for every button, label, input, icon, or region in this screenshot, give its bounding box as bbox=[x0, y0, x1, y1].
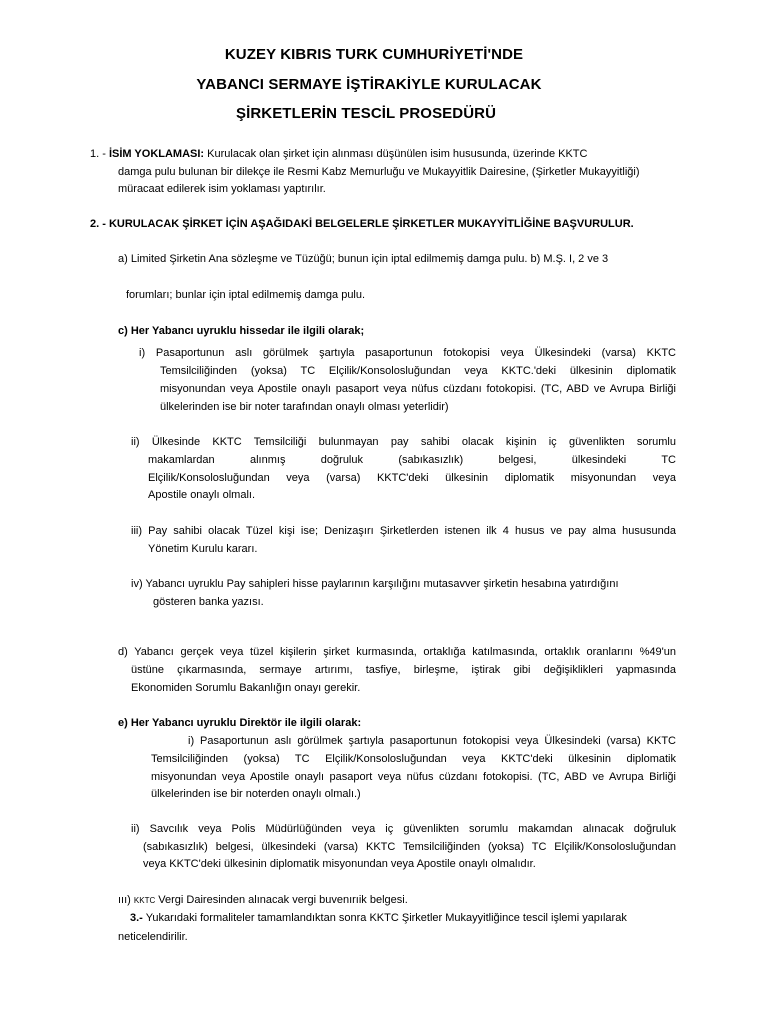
section-3-text: Yukarıdaki formaliteler tamamlandıktan sonra KKTC Şirketler Mukayyitliğince tescil işlemi yapılarak bbox=[142, 912, 627, 924]
item-c-ii-line-4: Apostile onaylı olmalı. bbox=[148, 489, 255, 501]
item-c-ii-line-3: Elçilik/Konsolosluğundan veya (varsa) KKTC'deki ülkesinin diplomatik misyonundan veya bbox=[148, 472, 676, 484]
item-d-line-3: Ekonomiden Sorumlu Bakanlığın onayı gerekir. bbox=[131, 682, 361, 694]
section-1-line-3: müracaat edilerek isim yoklaması yaptırılır. bbox=[118, 183, 326, 195]
item-e-i-line-3: misyonundan veya Apostile onaylı pasaport veya nüfus cüzdanı fotokopisi. (TC, ABD ve Avrupa Birliği bbox=[151, 771, 676, 783]
section-3-line-1 bbox=[130, 911, 627, 925]
title-line-2: YABANCI SERMAYE İŞTİRAKİYLE KURULACAK bbox=[196, 76, 542, 93]
section-1-line-1 bbox=[90, 147, 587, 161]
section-3-number: 3.- bbox=[130, 912, 143, 924]
item-e-ii-line-1: ii) Savcılık veya Polis Müdürlüğünden veya iç güvenlikten sorumlu makamdan alınacak doğruluk bbox=[131, 823, 676, 835]
item-c-heading: c) Her Yabancı uyruklu hissedar ile ilgili olarak; bbox=[118, 325, 365, 337]
item-e-iii-number: ııı) bbox=[118, 894, 134, 906]
item-c-ii-line-2: makamlardan alınmış doğruluk (sabıkasızlık) belgesi, ülkesindeki TC bbox=[148, 454, 676, 466]
item-e-iii-text: Vergi Dairesinden alınacak vergi buvenırıik belgesi. bbox=[155, 894, 408, 906]
item-c-i-line-1: i) Pasaportunun aslı görülmek şartıyla pasaportunun fotokopisi veya Ülkesindeki (varsa) KKTC bbox=[139, 347, 676, 359]
section-1-line-2: damga pulu bulunan bir dilekçe ile Resmi Kabz Memurluğu ve Mukayyitlik Dairesine, (Şirketler Mukayyitliği) bbox=[118, 166, 640, 178]
title-line-3: ŞİRKETLERİN TESCİL PROSEDÜRÜ bbox=[235, 105, 497, 122]
item-e-iii-line bbox=[118, 893, 408, 908]
section-1-number: 1. - bbox=[90, 148, 109, 160]
item-a-line-2: forumları; bunlar için iptal edilmemiş damga pulu. bbox=[126, 289, 366, 301]
item-d-line-1: d) Yabancı gerçek veya tüzel kişilerin şirket kurmasında, ortaklığa katılmasında, ortaklık oranlarını %49'un bbox=[118, 646, 676, 658]
item-c-iv-line-2: gösteren banka yazısı. bbox=[153, 596, 264, 608]
item-c-i-line-4: ülkelerinden ise bir noter tarafından onaylı olması yeterlidir) bbox=[160, 401, 449, 413]
section-1-heading: İSİM YOKLAMASI: bbox=[108, 148, 205, 160]
item-e-ii-line-2: (sabıkasızlık) belgesi, ülkesindeki (varsa) KKTC Temsilciliğinden (yoksa) TC Elçilik/Konsolosluğundan bbox=[143, 841, 676, 853]
item-e-i-line-1: i) Pasaportunun aslı görülmek şartıyla pasaportunun fotokopisi veya Ülkesindeki (varsa) KKTC bbox=[188, 735, 676, 747]
item-c-i-line-3: misyonundan veya Apostile onaylı pasaport veya nüfus cüzdanı fotokopisi. (TC, ABD ve Avrupa Birliği bbox=[160, 383, 676, 395]
item-d-line-2: üstüne çıkarmasında, sermaye artırımı, tasfiye, birleşme, iştirak gibi değişiklikleri yapmasında bbox=[131, 664, 676, 676]
item-c-iii-line-1: iii) Pay sahibi olacak Tüzel kişi ise; Denizaşırı Şirketlerden istenen ilk 4 husus ve pay alma hususunda bbox=[131, 525, 676, 537]
section-3-line-2: neticelendirilir. bbox=[118, 931, 188, 943]
section-1-text: Kurulacak olan şirket için alınması düşünülen isim hususunda, üzerinde KKTC bbox=[204, 148, 588, 160]
item-c-i-line-2: Temsilciliğinden (yoksa) TC Elçilik/Konsolosluğundan veya KKTC.'deki ülkesinin diplomatik bbox=[160, 365, 676, 377]
section-2-heading: 2. - KURULACAK ŞİRKET İÇİN AŞAĞIDAKİ BELGELERLE ŞİRKETLER MUKAYYİTLİĞİNE BAŞVURULUR. bbox=[90, 218, 634, 230]
item-e-i-line-2: Temsilciliğinden (yoksa) TC Elçilik/Konsolosluğundan veya KKTC'deki ülkesinin diplomatik bbox=[151, 753, 676, 765]
item-a-line-1: a) Limited Şirketin Ana sözleşme ve Tüzüğü; bunun için iptal edilmemiş damga pulu. b) M.Ş. I, 2 ve 3 bbox=[118, 253, 609, 265]
item-e-ii-line-3: veya KKTC'deki ülkesinin diplomatik misyonundan veya Apostile onaylı olmalıdır. bbox=[143, 858, 536, 870]
item-c-ii-line-1: ii) Ülkesinde KKTC Temsilciliği bulunmayan pay sahibi olacak kişinin iç güvenlikten sorumlu bbox=[131, 436, 676, 448]
item-c-iv-line-1: iv) Yabancı uyruklu Pay sahipleri hisse paylarının karşılığını mutasavver şirketin hesabına yatırdığını bbox=[131, 578, 619, 590]
title-line-1: KUZEY KIBRIS TURK CUMHURİYETİ'NDE bbox=[224, 46, 524, 63]
item-e-iii-kktc: KKTC bbox=[133, 896, 156, 905]
item-c-iii-line-2: Yönetim Kurulu kararı. bbox=[148, 543, 258, 555]
item-e-i-line-4: ülkelerinden ise bir noterden onaylı olmalı.) bbox=[151, 788, 361, 800]
item-e-heading: e) Her Yabancı uyruklu Direktör ile ilgili olarak: bbox=[118, 717, 362, 729]
